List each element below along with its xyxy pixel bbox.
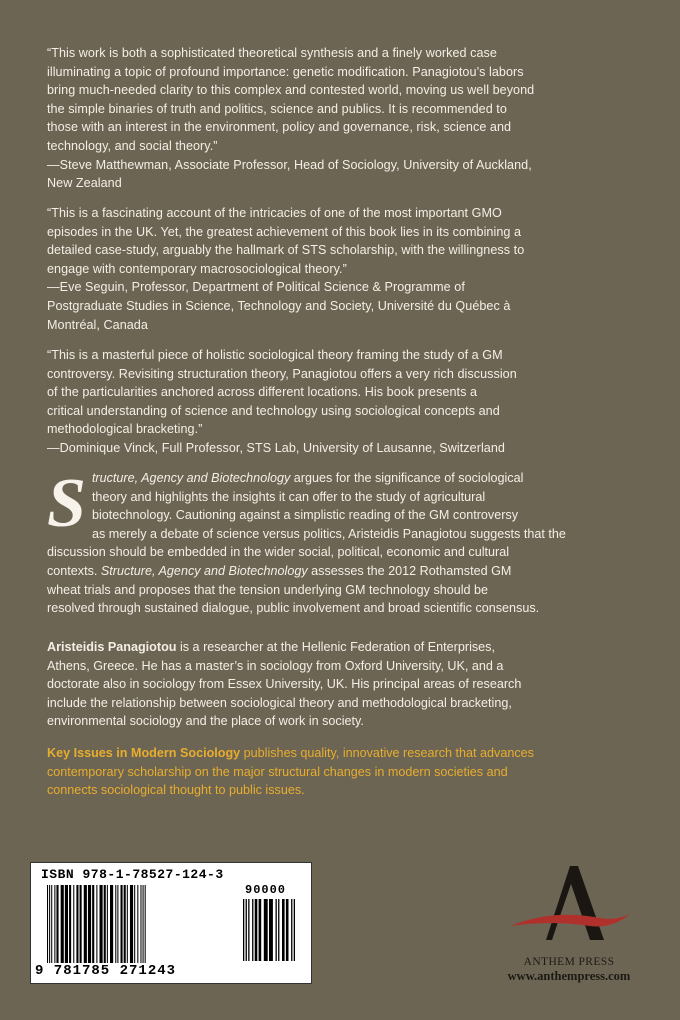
price-addon-number: 90000 xyxy=(245,883,287,897)
series-text: publishes quality, innovative research that advances xyxy=(240,746,534,760)
series-name: Key Issues in Modern Sociology xyxy=(47,746,241,760)
barcode-bar xyxy=(127,885,128,963)
barcode-bar xyxy=(115,885,116,963)
quote-line: episodes in the UK. Yet, the greatest achievement of this book lies in its combining a xyxy=(47,224,522,239)
quote-line: detailed case-study, arguably the hallmark of STS scholarship, with the willingness to xyxy=(47,243,525,258)
quote-line: bring much-needed clarity to this complex and contested world, moving us well beyond xyxy=(47,83,535,98)
barcode-bar xyxy=(294,899,295,961)
barcode-bar xyxy=(54,885,55,963)
barcode-bar xyxy=(264,899,268,961)
quote-line: engage with contemporary macrosociological theory.” xyxy=(47,261,347,276)
barcode-bar xyxy=(259,899,262,961)
description-line xyxy=(47,562,653,581)
barcode-bar xyxy=(255,899,258,961)
drop-cap: S xyxy=(47,465,86,542)
book-description xyxy=(47,465,653,618)
quote-line: technology, and social theory.” xyxy=(47,138,218,153)
author-text: is a researcher at the Hellenic Federation of Enterprises, xyxy=(176,640,495,654)
book-title-italic: tructure, Agency and Biotechnology xyxy=(91,471,291,485)
barcode-bar xyxy=(49,885,50,963)
endorsement-quote-1 xyxy=(47,44,647,193)
author-line xyxy=(47,638,653,657)
description-line xyxy=(47,469,653,488)
barcode-bar xyxy=(137,885,138,963)
quote-line: the simple binaries of truth and politics, science and publics. It is recommended to xyxy=(47,101,507,116)
barcode-bar xyxy=(140,885,141,963)
barcode-bar xyxy=(110,885,113,963)
description-text: contexts. xyxy=(47,563,101,578)
endorsement-quote-2 xyxy=(47,204,647,334)
ean-barcode-bars xyxy=(47,885,231,963)
quote-attribution: New Zealand xyxy=(47,176,122,191)
barcode-bar xyxy=(117,885,118,963)
quote-attribution: —Eve Seguin, Professor, Department of Political Science & Programme of xyxy=(47,280,465,295)
barcode-bar xyxy=(143,885,144,963)
quote-line: “This is a masterful piece of holistic sociological theory framing the study of a GM xyxy=(47,348,503,362)
description-line: wheat trials and proposes that the tension underlying GM technology should be xyxy=(47,582,489,597)
barcode-bar xyxy=(269,899,273,961)
barcode-bar xyxy=(276,899,277,961)
quote-attribution: —Dominique Vinck, Full Professor, STS Lab, University of Lausanne, Switzerland xyxy=(47,440,505,455)
publisher-url[interactable]: www.anthempress.com xyxy=(507,969,631,983)
description-line: resolved through sustained dialogue, public involvement and broad scientific consensus. xyxy=(47,601,540,616)
author-bio xyxy=(47,638,653,731)
barcode-bar xyxy=(88,885,91,963)
description-line: as merely a debate of science versus politics, Aristeidis Panagiotou suggests that the xyxy=(91,526,566,541)
barcode-bar xyxy=(246,899,247,961)
isbn-label: ISBN 978-1-78527-124-3 xyxy=(41,867,224,882)
addon-barcode-bars xyxy=(243,899,303,973)
author-line: doctorate also in sociology from Essex University, UK. His principal areas of research xyxy=(47,677,522,692)
barcode-bar xyxy=(61,885,64,963)
description-line: biotechnology. Cautioning against a simplistic reading of the GM controversy xyxy=(91,508,519,523)
barcode-bar xyxy=(100,885,103,963)
barcode-bar xyxy=(145,885,146,963)
quote-attribution: —Steve Matthewman, Associate Professor, Head of Sociology, University of Auckland, xyxy=(47,157,532,172)
quote-line: “This work is both a sophisticated theoretical synthesis and a finely worked case xyxy=(47,46,497,60)
barcode-bar xyxy=(134,885,135,963)
barcode-bar xyxy=(248,899,249,961)
barcode-bar xyxy=(65,885,68,963)
quote-line: methodological bracketing.” xyxy=(47,422,203,437)
ean-digits: 9 781785 271243 xyxy=(35,963,177,979)
author-name: Aristeidis Panagiotou xyxy=(47,640,177,654)
author-line: include the relationship between sociological theory and methodological bracketing, xyxy=(47,695,512,710)
barcode-bar xyxy=(76,885,78,963)
description-text: argues for the significance of sociological xyxy=(290,471,524,485)
description-line: theory and highlights the insights it can offer to the study of agricultural xyxy=(91,489,486,504)
anthem-press-logo-icon xyxy=(500,862,640,950)
quote-line: controversy. Revisiting structuration theory, Panagiotou offers a very rich discussion xyxy=(47,366,517,381)
barcode-bar xyxy=(107,885,108,963)
quote-line: of the particularities anchored across different locations. His book presents a xyxy=(47,385,478,400)
barcode-bar xyxy=(69,885,71,963)
quote-line: those with an interest in the environment, policy and governance, risk, science and xyxy=(47,120,512,135)
barcode-bar xyxy=(291,899,292,961)
isbn-barcode xyxy=(30,862,312,984)
quote-line: illuminating a topic of profound importance: genetic modification. Panagiotou’s labors xyxy=(47,64,524,79)
barcode-bar xyxy=(104,885,106,963)
barcode-bar xyxy=(56,885,58,963)
quote-attribution: Postgraduate Studies in Science, Technology and Society, Université du Québec à xyxy=(47,298,511,313)
barcode-bar xyxy=(47,885,48,963)
barcode-bar xyxy=(130,885,133,963)
series-line: connects sociological thought to public issues. xyxy=(47,783,305,798)
barcode-bar xyxy=(96,885,97,963)
series-line: contemporary scholarship on the major structural changes in modern societies and xyxy=(47,764,508,779)
barcode-bar xyxy=(252,899,253,961)
author-line: Athens, Greece. He has a master’s in sociology from Oxford University, UK, and a xyxy=(47,658,504,673)
barcode-bar xyxy=(80,885,82,963)
quote-line: “This is a fascinating account of the intricacies of one of the most important GMO xyxy=(47,206,502,220)
endorsement-quote-3 xyxy=(47,346,647,458)
quote-line: critical understanding of science and technology using sociological concepts and xyxy=(47,403,500,418)
barcode-bar xyxy=(121,885,123,963)
description-line: discussion should be embedded in the wider social, political, economic and cultural xyxy=(47,545,510,560)
publisher-name: ANTHEM PRESS xyxy=(523,956,615,968)
barcode-bar xyxy=(124,885,126,963)
barcode-bar xyxy=(73,885,74,963)
book-title-italic: Structure, Agency and Biotechnology xyxy=(100,563,308,578)
barcode-bar xyxy=(282,899,285,961)
barcode-bar xyxy=(92,885,94,963)
barcode-bar xyxy=(278,899,279,961)
barcode-bar xyxy=(84,885,87,963)
barcode-bar xyxy=(51,885,52,963)
series-line xyxy=(47,744,667,763)
quote-attribution: Montréal, Canada xyxy=(47,317,148,332)
author-line: environmental sociology and the place of work in society. xyxy=(47,714,364,729)
barcode-bar xyxy=(286,899,289,961)
description-text: assesses the 2012 Rothamsted GM xyxy=(307,563,512,578)
barcode-bar xyxy=(243,899,244,961)
series-blurb xyxy=(47,744,667,800)
